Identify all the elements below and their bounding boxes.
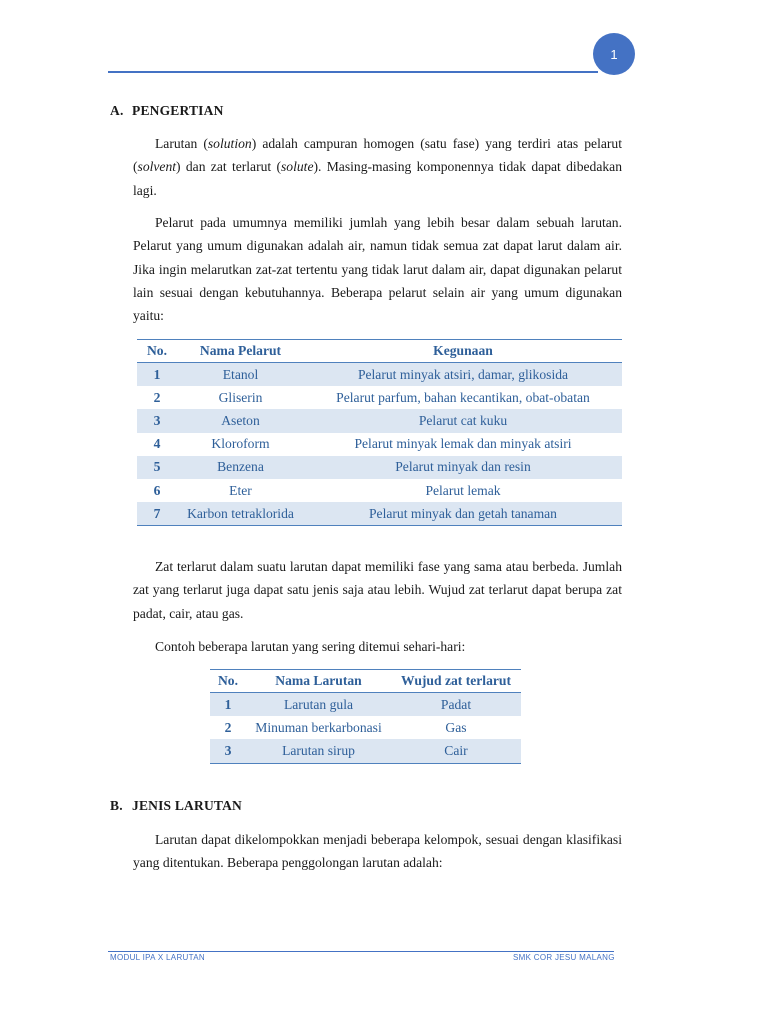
section-a-letter: A. [110, 103, 124, 118]
column-header: No. [137, 340, 177, 363]
table-row [137, 363, 622, 387]
solutions-table [210, 669, 521, 764]
table-header-row [210, 670, 521, 693]
column-header: Nama Pelarut [177, 340, 304, 363]
table-cell: Pelarut minyak dan getah tanaman [304, 502, 622, 526]
table-row [137, 433, 622, 456]
section-a-heading [110, 103, 224, 119]
column-header: Nama Larutan [246, 670, 391, 693]
column-header: Kegunaan [304, 340, 622, 363]
table-cell: 4 [153, 436, 161, 452]
table-row [210, 716, 521, 739]
table-cell: Pelarut cat kuku [304, 409, 622, 432]
section-b-paragraph-1: Larutan dapat dikelompokkan menjadi beberapa kelompok, sesuai dengan klasifikasi yang ditentukan. Beberapa penggolongan larutan adalah: [133, 832, 622, 871]
table-cell: Minuman berkarbonasi [255, 719, 382, 735]
page-number-badge [593, 33, 635, 75]
footer-school-name: SMK COR JESU MALANG [513, 953, 615, 962]
table-cell: Cair [391, 739, 521, 763]
table-cell: 7 [137, 502, 177, 526]
table-row [137, 386, 622, 409]
footer-divider [108, 951, 614, 952]
table-row [137, 479, 622, 502]
table-cell: Gas [445, 719, 467, 735]
table-cell: Pelarut minyak lemak dan minyak atsiri [354, 436, 572, 452]
section-b-heading [110, 798, 242, 814]
section-a-paragraph-3: Zat terlarut dalam suatu larutan dapat memiliki fase yang sama atau berbeda. Jumlah zat yang terlarut juga dapat satu jenis saja atau lebih. Wujud zat terlarut dapat berupa zat padat, cair, atau gas. [133, 559, 622, 621]
table-cell: 3 [137, 409, 177, 432]
term-solvent: solvent [137, 159, 177, 175]
table-cell: Karbon tetraklorida [177, 502, 304, 526]
page-number: 1 [610, 46, 618, 62]
solvents-table [137, 339, 622, 526]
table-cell: 5 [137, 456, 177, 479]
table-cell: Gliserin [218, 389, 263, 405]
text-run: ). Masing-masing komponennya tidak dapat dibedakan lagi. [133, 159, 622, 198]
table-cell: 6 [153, 482, 161, 498]
table-cell: 3 [210, 739, 246, 763]
table-row [137, 409, 622, 432]
table-cell: Pelarut parfum, bahan kecantikan, obat-obatan [336, 389, 590, 405]
table-row [210, 693, 521, 717]
table-cell: Benzena [177, 456, 304, 479]
table-cell: Pelarut minyak atsiri, damar, glikosida [304, 363, 622, 387]
footer-module-title: MODUL IPA X LARUTAN [110, 953, 205, 962]
table-cell: 2 [153, 389, 161, 405]
section-a-paragraph-1 [133, 132, 622, 202]
table-cell: 1 [210, 693, 246, 717]
table-cell: Larutan gula [246, 693, 391, 717]
section-b-title: JENIS LARUTAN [132, 798, 242, 813]
section-b-letter: B. [110, 798, 123, 813]
term-solution: solution [207, 136, 252, 151]
table-cell: Etanol [177, 363, 304, 387]
table-row [210, 739, 521, 763]
table-cell: 2 [224, 719, 232, 735]
table-cell: Aseton [177, 409, 304, 432]
table-row [137, 502, 622, 526]
header-divider [108, 71, 598, 73]
term-solute: solute [281, 159, 314, 175]
table-cell: Pelarut lemak [425, 482, 501, 498]
column-header: Wujud zat terlarut [391, 670, 521, 693]
table-header-row [137, 340, 622, 363]
table-cell: Padat [391, 693, 521, 717]
table-row [137, 456, 622, 479]
column-header: No. [210, 670, 246, 693]
section-a-paragraph-4: Contoh beberapa larutan yang sering ditemui sehari-hari: [155, 639, 466, 654]
table-cell: Kloroform [211, 436, 270, 452]
section-a-title: PENGERTIAN [132, 103, 224, 118]
table-cell: Eter [229, 482, 252, 498]
table-cell: Pelarut minyak dan resin [304, 456, 622, 479]
table-cell: 1 [137, 363, 177, 387]
text-run: ) dan zat terlarut ( [176, 159, 282, 175]
text-run: ) adalah campuran homogen (satu fase) yang terdiri atas pelarut ( [133, 136, 622, 175]
text-run: Larutan ( [155, 136, 208, 151]
section-a-paragraph-2: Pelarut pada umumnya memiliki jumlah yang lebih besar dalam sebuah larutan. Pelarut yang umum digunakan adalah air, namun tidak semua zat dapat larut dalam air. Jika ingin melarutkan zat-zat tertentu yang tidak larut dalam air, dapat digunakan pelarut lain sesuai dengan kebutuhannya. Beberapa pelarut selain air yang umum digunakan yaitu: [133, 215, 622, 324]
table-cell: Larutan sirup [246, 739, 391, 763]
